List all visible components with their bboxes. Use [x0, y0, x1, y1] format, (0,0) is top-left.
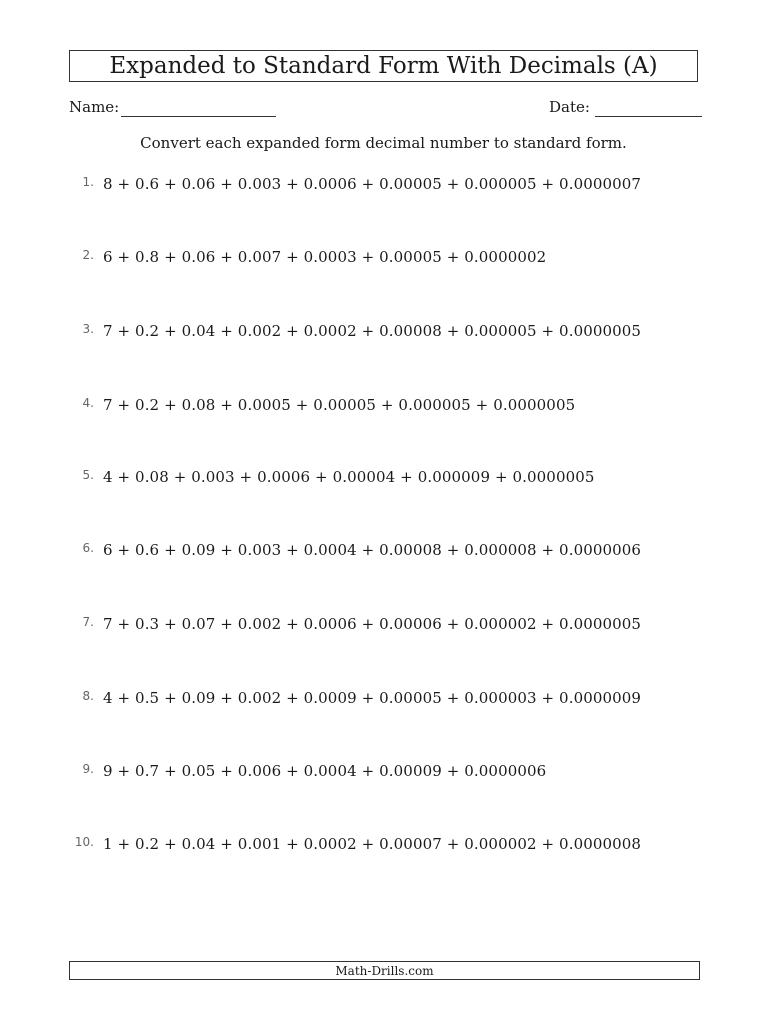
footer-credit: Math-Drills.com — [69, 961, 700, 980]
name-date-row — [69, 96, 702, 120]
date-blank-line — [595, 116, 702, 117]
problem-number: 6. — [82, 541, 94, 555]
problem-expression: 4 + 0.08 + 0.003 + 0.0006 + 0.00004 + 0.000009 + 0.0000005 — [103, 468, 595, 486]
name-blank-line — [121, 116, 276, 117]
problem-item — [0, 468, 770, 492]
problem-expression: 7 + 0.3 + 0.07 + 0.002 + 0.0006 + 0.00006 + 0.000002 + 0.0000005 — [103, 615, 642, 633]
instructions: Convert each expanded form decimal number to standard form. — [140, 134, 627, 152]
problem-expression: 8 + 0.6 + 0.06 + 0.003 + 0.0006 + 0.00005 + 0.000005 + 0.0000007 — [103, 175, 642, 193]
problem-number: 1. — [82, 175, 94, 189]
problem-expression: 6 + 0.8 + 0.06 + 0.007 + 0.0003 + 0.00005 + 0.0000002 — [103, 248, 547, 266]
problem-number: 10. — [74, 835, 94, 849]
date-label: Date: — [549, 98, 590, 116]
problem-number: 9. — [82, 762, 94, 776]
worksheet-title: Expanded to Standard Form With Decimals (A) — [69, 50, 698, 82]
problem-item — [0, 541, 770, 565]
problem-expression: 1 + 0.2 + 0.04 + 0.001 + 0.0002 + 0.00007 + 0.000002 + 0.0000008 — [103, 835, 642, 853]
problem-number: 2. — [82, 248, 94, 262]
problem-number: 4. — [82, 396, 94, 410]
problem-number: 8. — [82, 689, 94, 703]
problem-expression: 7 + 0.2 + 0.08 + 0.0005 + 0.00005 + 0.000005 + 0.0000005 — [103, 396, 576, 414]
problem-number: 7. — [82, 615, 94, 629]
problem-item — [0, 248, 770, 272]
problem-number: 3. — [82, 322, 94, 336]
problem-expression: 6 + 0.6 + 0.09 + 0.003 + 0.0004 + 0.00008 + 0.000008 + 0.0000006 — [103, 541, 642, 559]
problem-item — [0, 615, 770, 639]
problem-item — [0, 762, 770, 786]
problem-expression: 4 + 0.5 + 0.09 + 0.002 + 0.0009 + 0.00005 + 0.000003 + 0.0000009 — [103, 689, 642, 707]
problem-expression: 7 + 0.2 + 0.04 + 0.002 + 0.0002 + 0.00008 + 0.000005 + 0.0000005 — [103, 322, 642, 340]
problem-expression: 9 + 0.7 + 0.05 + 0.006 + 0.0004 + 0.00009 + 0.0000006 — [103, 762, 547, 780]
problem-item — [0, 835, 770, 859]
problem-item — [0, 689, 770, 713]
problem-item — [0, 322, 770, 346]
problem-item — [0, 396, 770, 420]
problem-number: 5. — [82, 468, 94, 482]
problem-item — [0, 175, 770, 199]
name-label: Name: — [69, 98, 120, 116]
